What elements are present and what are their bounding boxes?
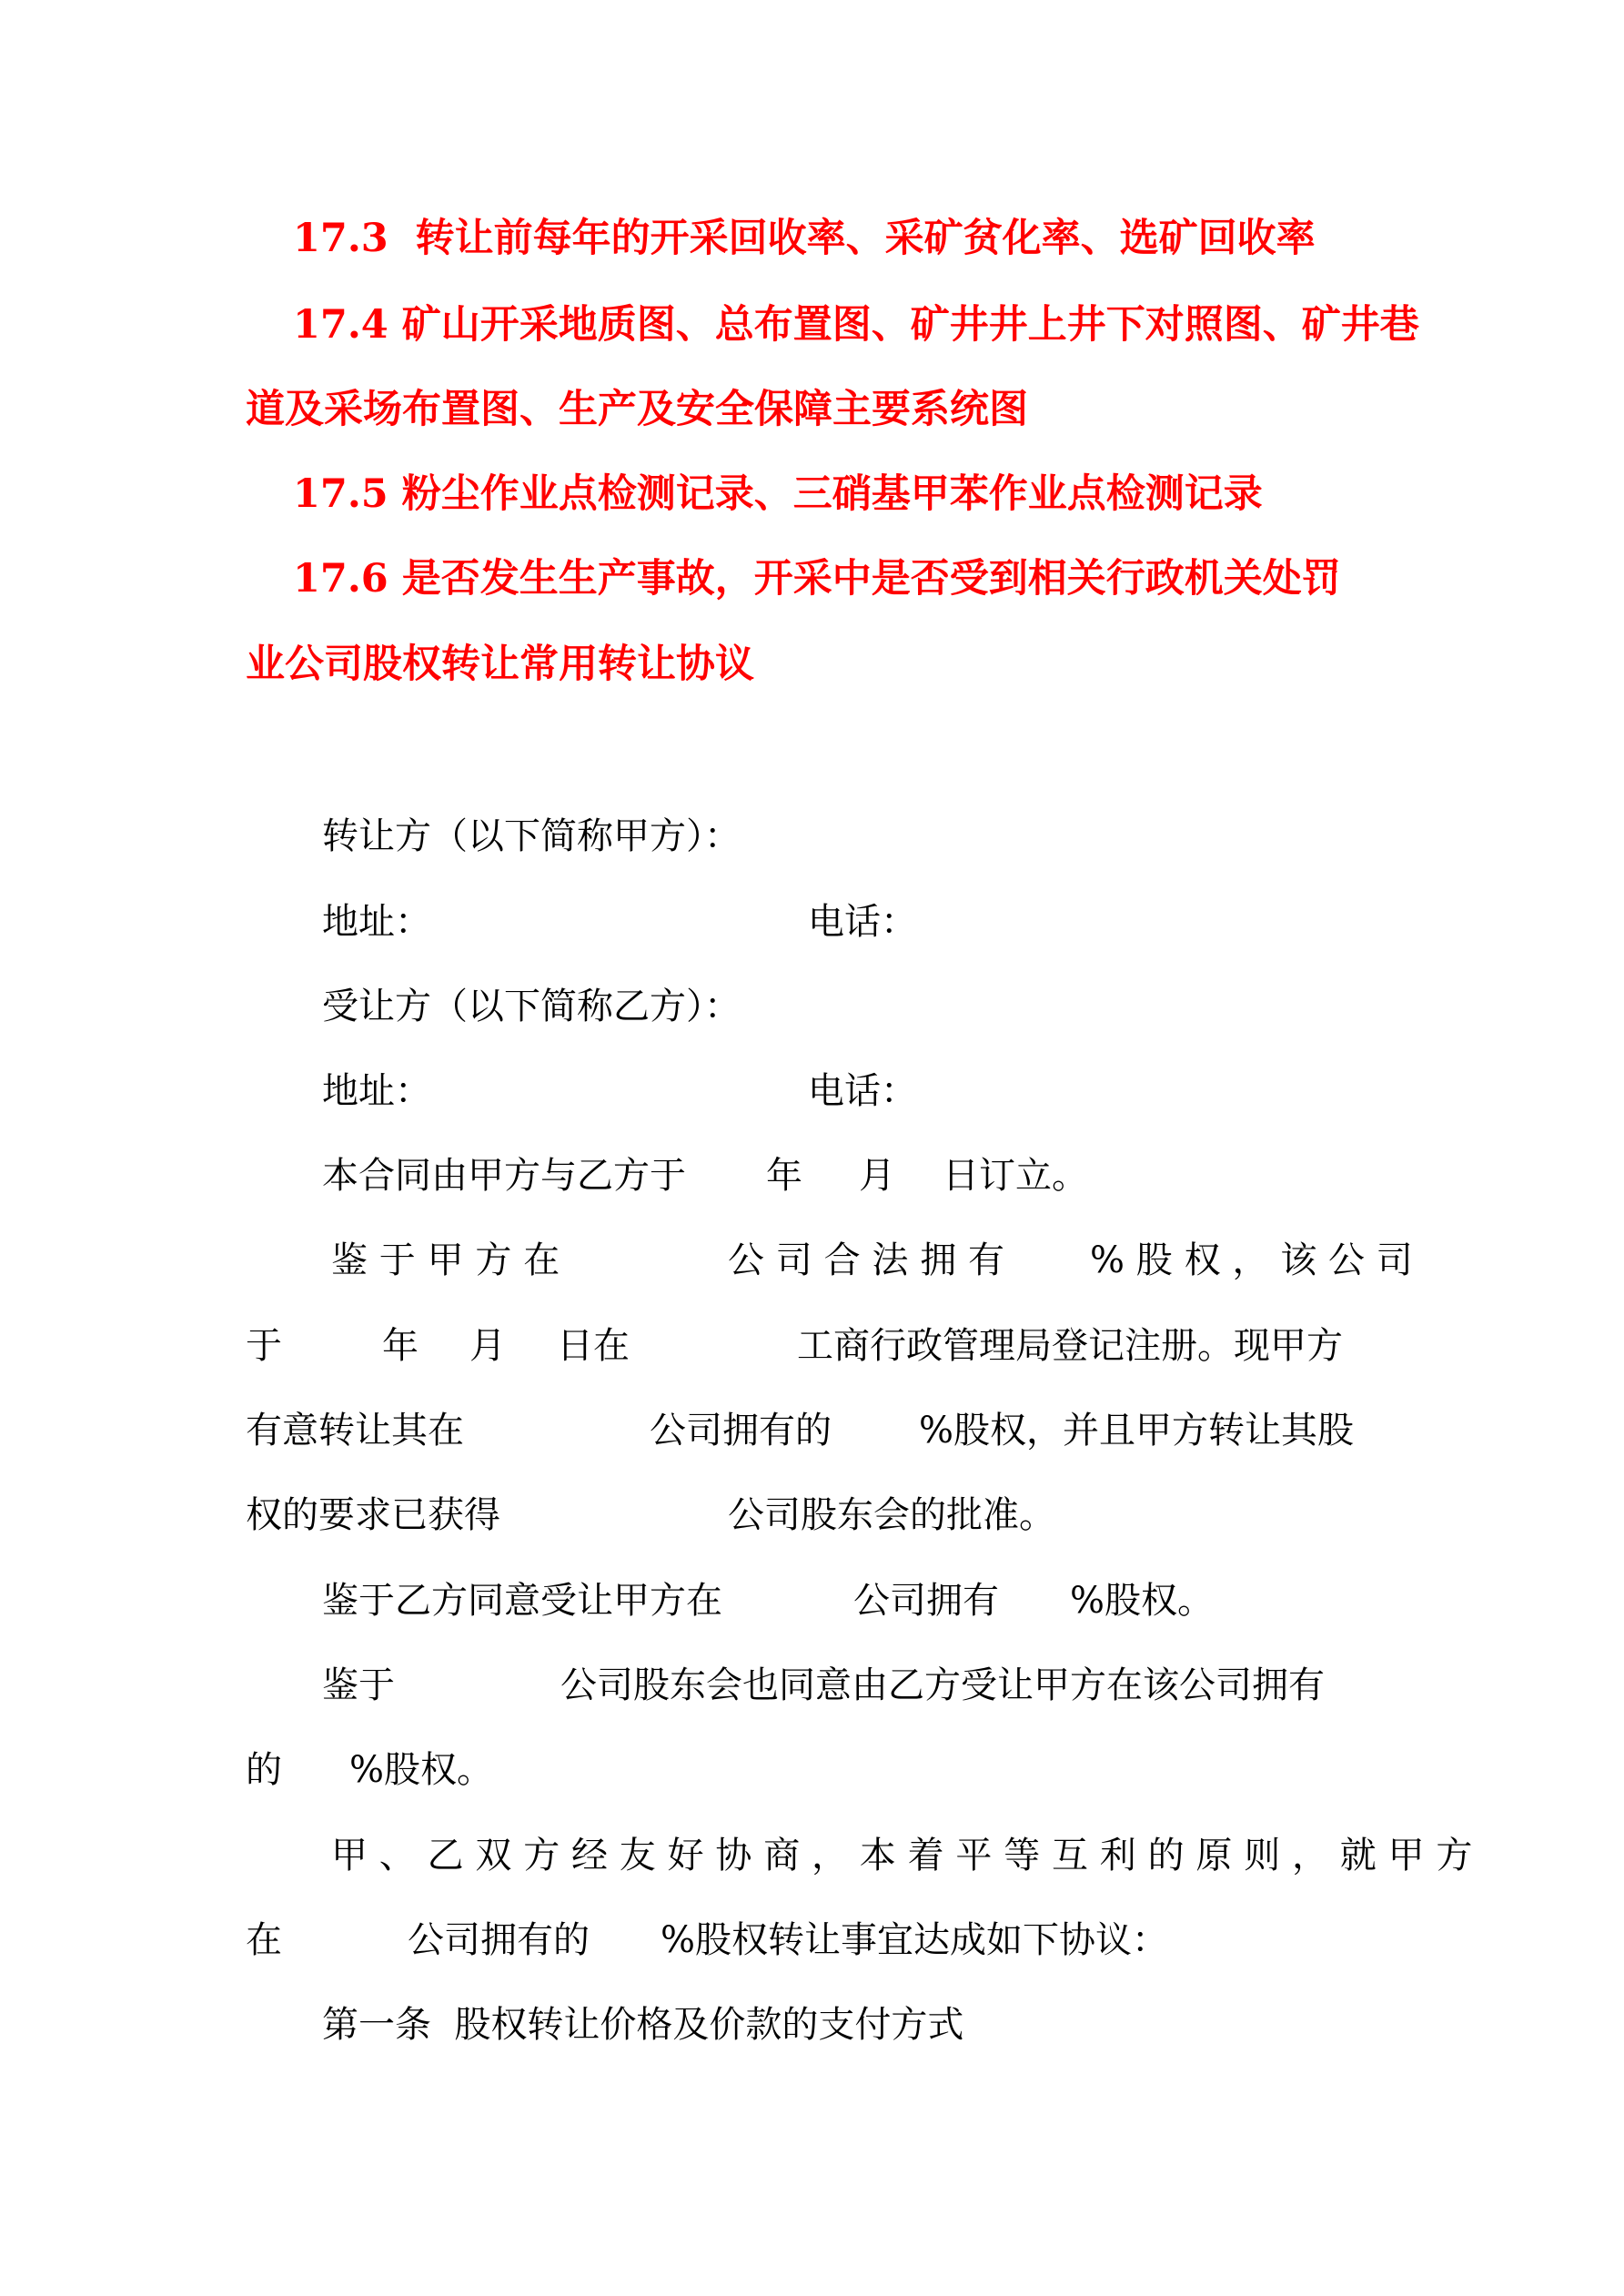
red-item-17-5: 17.5 粉尘作业点检测记录、三硝基甲苯作业点检测记录 [293,471,1263,517]
whereas1-e: 日在 [557,1325,630,1367]
whereas1-k: 公司股东会的批准。 [728,1494,1055,1536]
agree-b: 在 [246,1919,282,1961]
article-1-heading: 第一条 股权转让价格及价款的支付方式 [322,2004,964,2046]
agree-a: 甲、乙双方经友好协商，本着平等互利的原则，就甲方 [331,1835,1485,1876]
whereas1-a: 鉴于甲方在 [331,1239,571,1281]
phone-label-1: 电话： [808,901,917,943]
whereas3-c: 的 [246,1749,282,1791]
transferor-label: 转让方（以下简称甲方）： [322,815,741,857]
whereas1-c: %股权，该公司 [1090,1239,1425,1281]
whereas1-month: 月 [469,1325,506,1367]
transferee-label: 受让方（以下简称乙方）： [322,986,741,1027]
whereas1-d: 于 [246,1325,282,1367]
whereas1-b: 公司合法拥有 [728,1239,1016,1281]
contract-date-intro: 本合同由甲方与乙方于 [322,1155,686,1197]
whereas1-h: 公司拥有的 [650,1410,832,1451]
agree-d: %股权转让事宜达成如下协议： [661,1919,1169,1961]
red-item-17-4-cont: 道及采场布置图、生产及安全保障主要系统图 [246,387,1028,432]
agree-c: 公司拥有的 [408,1919,590,1961]
whereas1-f: 工商行政管理局登记注册。现甲方 [797,1325,1343,1367]
whereas3-b: 公司股东会也同意由乙方受让甲方在该公司拥有 [560,1664,1325,1706]
address-label-2: 地址： [322,1070,431,1112]
contract-date-year: 年 [766,1155,802,1197]
whereas1-j: 权的要求已获得 [246,1494,500,1536]
whereas2-c: %股权。 [1070,1580,1215,1622]
red-item-17-3: 17.3 转让前每年的开采回收率、采矿贫化率、选矿回收率 [293,216,1316,261]
whereas3-d: %股权。 [349,1749,494,1791]
contract-date-month: 月 [859,1155,895,1197]
whereas2-b: 公司拥有 [853,1580,999,1622]
whereas1-i: %股权，并且甲方转让其股 [919,1410,1355,1451]
red-item-17-6: 17.6 是否发生生产事故，开采中是否受到相关行政机关处罚 [293,556,1341,602]
whereas3-a: 鉴于 [322,1664,395,1706]
contract-date-day: 日订立。 [943,1155,1088,1197]
red-item-17-4: 17.4 矿山开采地质图、总布置图、矿井井上井下对照图、矿井巷 [293,302,1419,348]
whereas1-g: 有意转让其在 [246,1410,464,1451]
address-label-1: 地址： [322,901,431,943]
document-title: 业公司股权转让常用转让协议 [246,642,754,687]
phone-label-2: 电话： [808,1070,917,1112]
whereas1-year: 年 [382,1325,419,1367]
whereas2-a: 鉴于乙方同意受让甲方在 [322,1580,722,1622]
